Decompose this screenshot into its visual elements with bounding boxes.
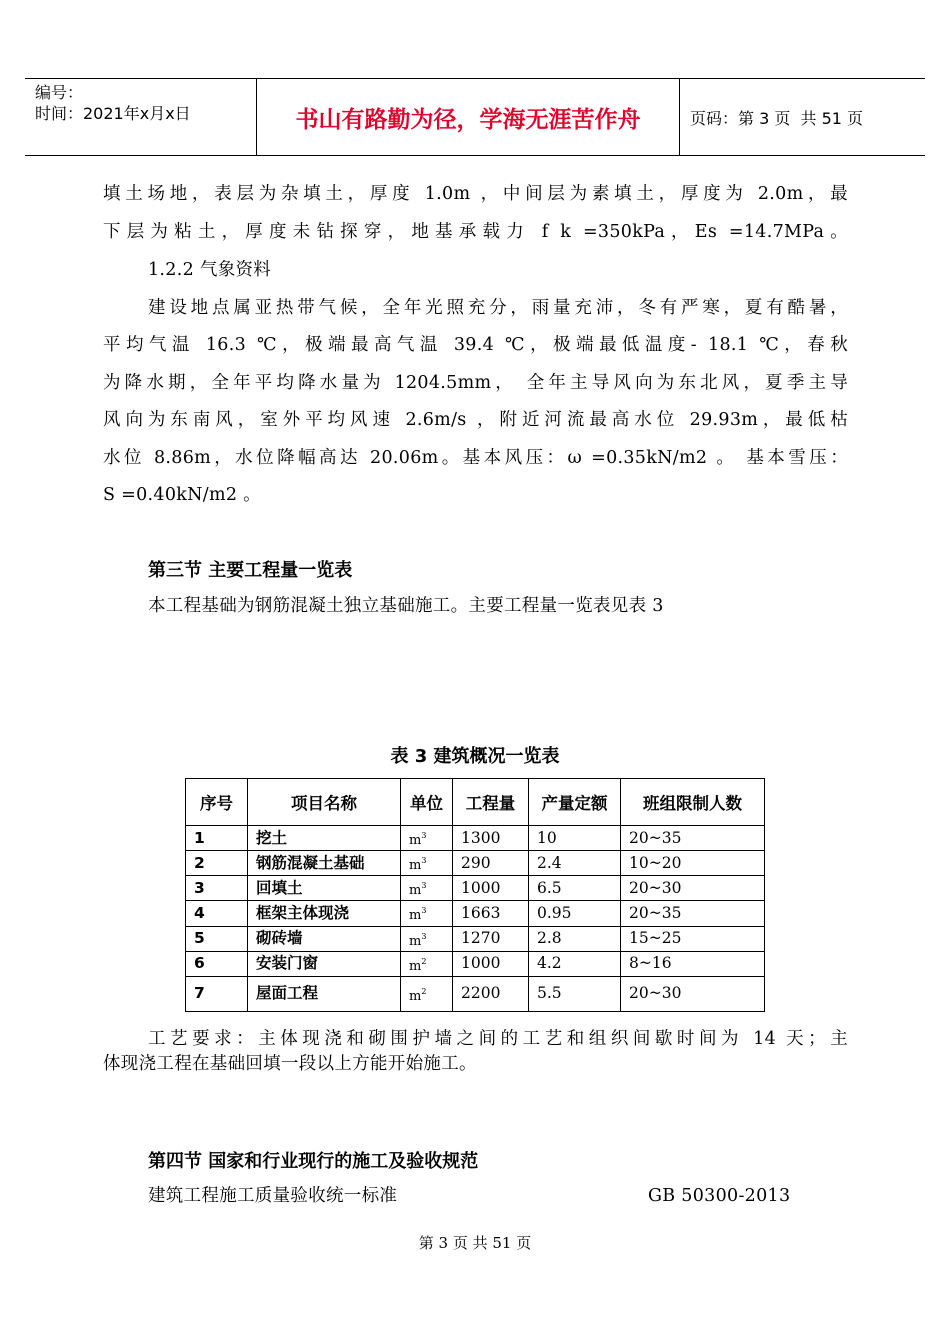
header-motto: 书山有路勤为径，学海无涯苦作舟 [257, 79, 680, 155]
cell-crew: 15~25 [621, 926, 765, 951]
table-row [186, 951, 765, 976]
cell-crew: 8~16 [621, 951, 765, 976]
standard-code: GB 50300-2013 [648, 1186, 791, 1206]
cell-quota: 4.2 [529, 951, 621, 976]
cell-crew: 20~35 [621, 826, 765, 851]
paragraph-line: 建设地点属亚热带气候，全年光照充分，雨量充沛，冬有严寒，夏有酷暑， [148, 298, 848, 318]
cell-qty: 1000 [453, 876, 529, 901]
cell-quota: 10 [529, 826, 621, 851]
cell-name: 安装门窗 [248, 951, 401, 976]
cell-qty: 1663 [453, 901, 529, 926]
cell-qty: 1000 [453, 951, 529, 976]
quantity-table [185, 778, 765, 1012]
cell-no: 6 [186, 951, 248, 976]
cell-quota: 2.8 [529, 926, 621, 951]
cell-name: 屋面工程 [248, 976, 401, 1011]
cell-qty: 1300 [453, 826, 529, 851]
section-4-title: 第四节 国家和行业现行的施工及验收规范 [148, 1151, 479, 1172]
cell-no: 3 [186, 876, 248, 901]
requirement-line: 体现浇工程在基础回填一段以上方能开始施工。 [103, 1054, 477, 1074]
table-row [186, 901, 765, 926]
table-caption: 表 3 建筑概况一览表 [390, 746, 560, 767]
col-header: 序号 [186, 779, 248, 826]
paragraph-line: S =0.40kN/m2 。 [103, 485, 261, 505]
paragraph-line: 下层为粘土，厚度未钻探穿，地基承载力 f k =350kPa，Es =14.7MPa。 [103, 222, 848, 242]
section-3-title: 第三节 主要工程量一览表 [148, 560, 353, 581]
cell-quota: 6.5 [529, 876, 621, 901]
page-footer: 第 3 页 共 51 页 [418, 1234, 532, 1252]
col-header: 项目名称 [248, 779, 401, 826]
requirement-line: 工艺要求：主体现浇和砌围护墙之间的工艺和组织间歇时间为 14 天；主 [148, 1029, 848, 1049]
col-header: 单位 [401, 779, 453, 826]
cell-unit: $m^3$ [401, 876, 453, 901]
paragraph-line: 为降水期，全年平均降水量为 1204.5mm， 全年主导风向为东北风，夏季主导 [103, 373, 848, 393]
subsection-title: 1.2.2 气象资料 [148, 260, 272, 280]
time-label: 时间：2021年x月x日 [35, 104, 191, 123]
cell-qty: 1270 [453, 926, 529, 951]
table-row [186, 826, 765, 851]
cell-quota: 0.95 [529, 901, 621, 926]
cell-crew: 10~20 [621, 851, 765, 876]
paragraph-line: 水位 8.86m，水位降幅高达 20.06m。基本风压：ω =0.35kN/m2 。 基本雪压： [103, 448, 848, 468]
standard-name: 建筑工程施工质量验收统一标准 [148, 1186, 398, 1206]
cell-unit: $m^2$ [401, 976, 453, 1011]
section-3-text: 本工程基础为钢筋混凝土独立基础施工。主要工程量一览表见表 3 [148, 596, 664, 616]
paragraph-line: 平均气温 16.3 ℃，极端最高气温 39.4 ℃，极端最低温度- 18.1 ℃，春秋 [103, 335, 848, 355]
cell-unit: $m^2$ [401, 951, 453, 976]
col-header: 工程量 [453, 779, 529, 826]
paragraph-line: 风向为东南风，室外平均风速 2.6m/s ，附近河流最高水位 29.93m，最低枯 [103, 410, 848, 430]
table-row [186, 851, 765, 876]
header-page-info: 页码：第 3 页 共 51 页 [690, 108, 864, 128]
cell-no: 4 [186, 901, 248, 926]
col-header: 班组限制人数 [621, 779, 765, 826]
cell-quota: 2.4 [529, 851, 621, 876]
cell-unit: $m^3$ [401, 901, 453, 926]
cell-name: 砌砖墙 [248, 926, 401, 951]
cell-name: 钢筋混凝土基础 [248, 851, 401, 876]
cell-crew: 20~35 [621, 901, 765, 926]
cell-no: 1 [186, 826, 248, 851]
cell-name: 挖土 [248, 826, 401, 851]
header-meta [25, 79, 257, 155]
cell-unit: $m^3$ [401, 851, 453, 876]
table-row [186, 926, 765, 951]
cell-no: 2 [186, 851, 248, 876]
cell-qty: 2200 [453, 976, 529, 1011]
cell-quota: 5.5 [529, 976, 621, 1011]
cell-crew: 20~30 [621, 976, 765, 1011]
cell-no: 5 [186, 926, 248, 951]
cell-unit: $m^3$ [401, 926, 453, 951]
table-row [186, 876, 765, 901]
col-header: 产量定额 [529, 779, 621, 826]
cell-no: 7 [186, 976, 248, 1011]
cell-name: 回填土 [248, 876, 401, 901]
cell-name: 框架主体现浇 [248, 901, 401, 926]
cell-unit: $m^3$ [401, 826, 453, 851]
page-header [25, 78, 925, 156]
paragraph-line: 填土场地，表层为杂填土，厚度 1.0m ，中间层为素填土，厚度为 2.0m，最 [103, 184, 848, 204]
cell-qty: 290 [453, 851, 529, 876]
cell-crew: 20~30 [621, 876, 765, 901]
table-header-row [186, 779, 765, 826]
code-label: 编号： [35, 83, 84, 102]
table-row [186, 976, 765, 1011]
